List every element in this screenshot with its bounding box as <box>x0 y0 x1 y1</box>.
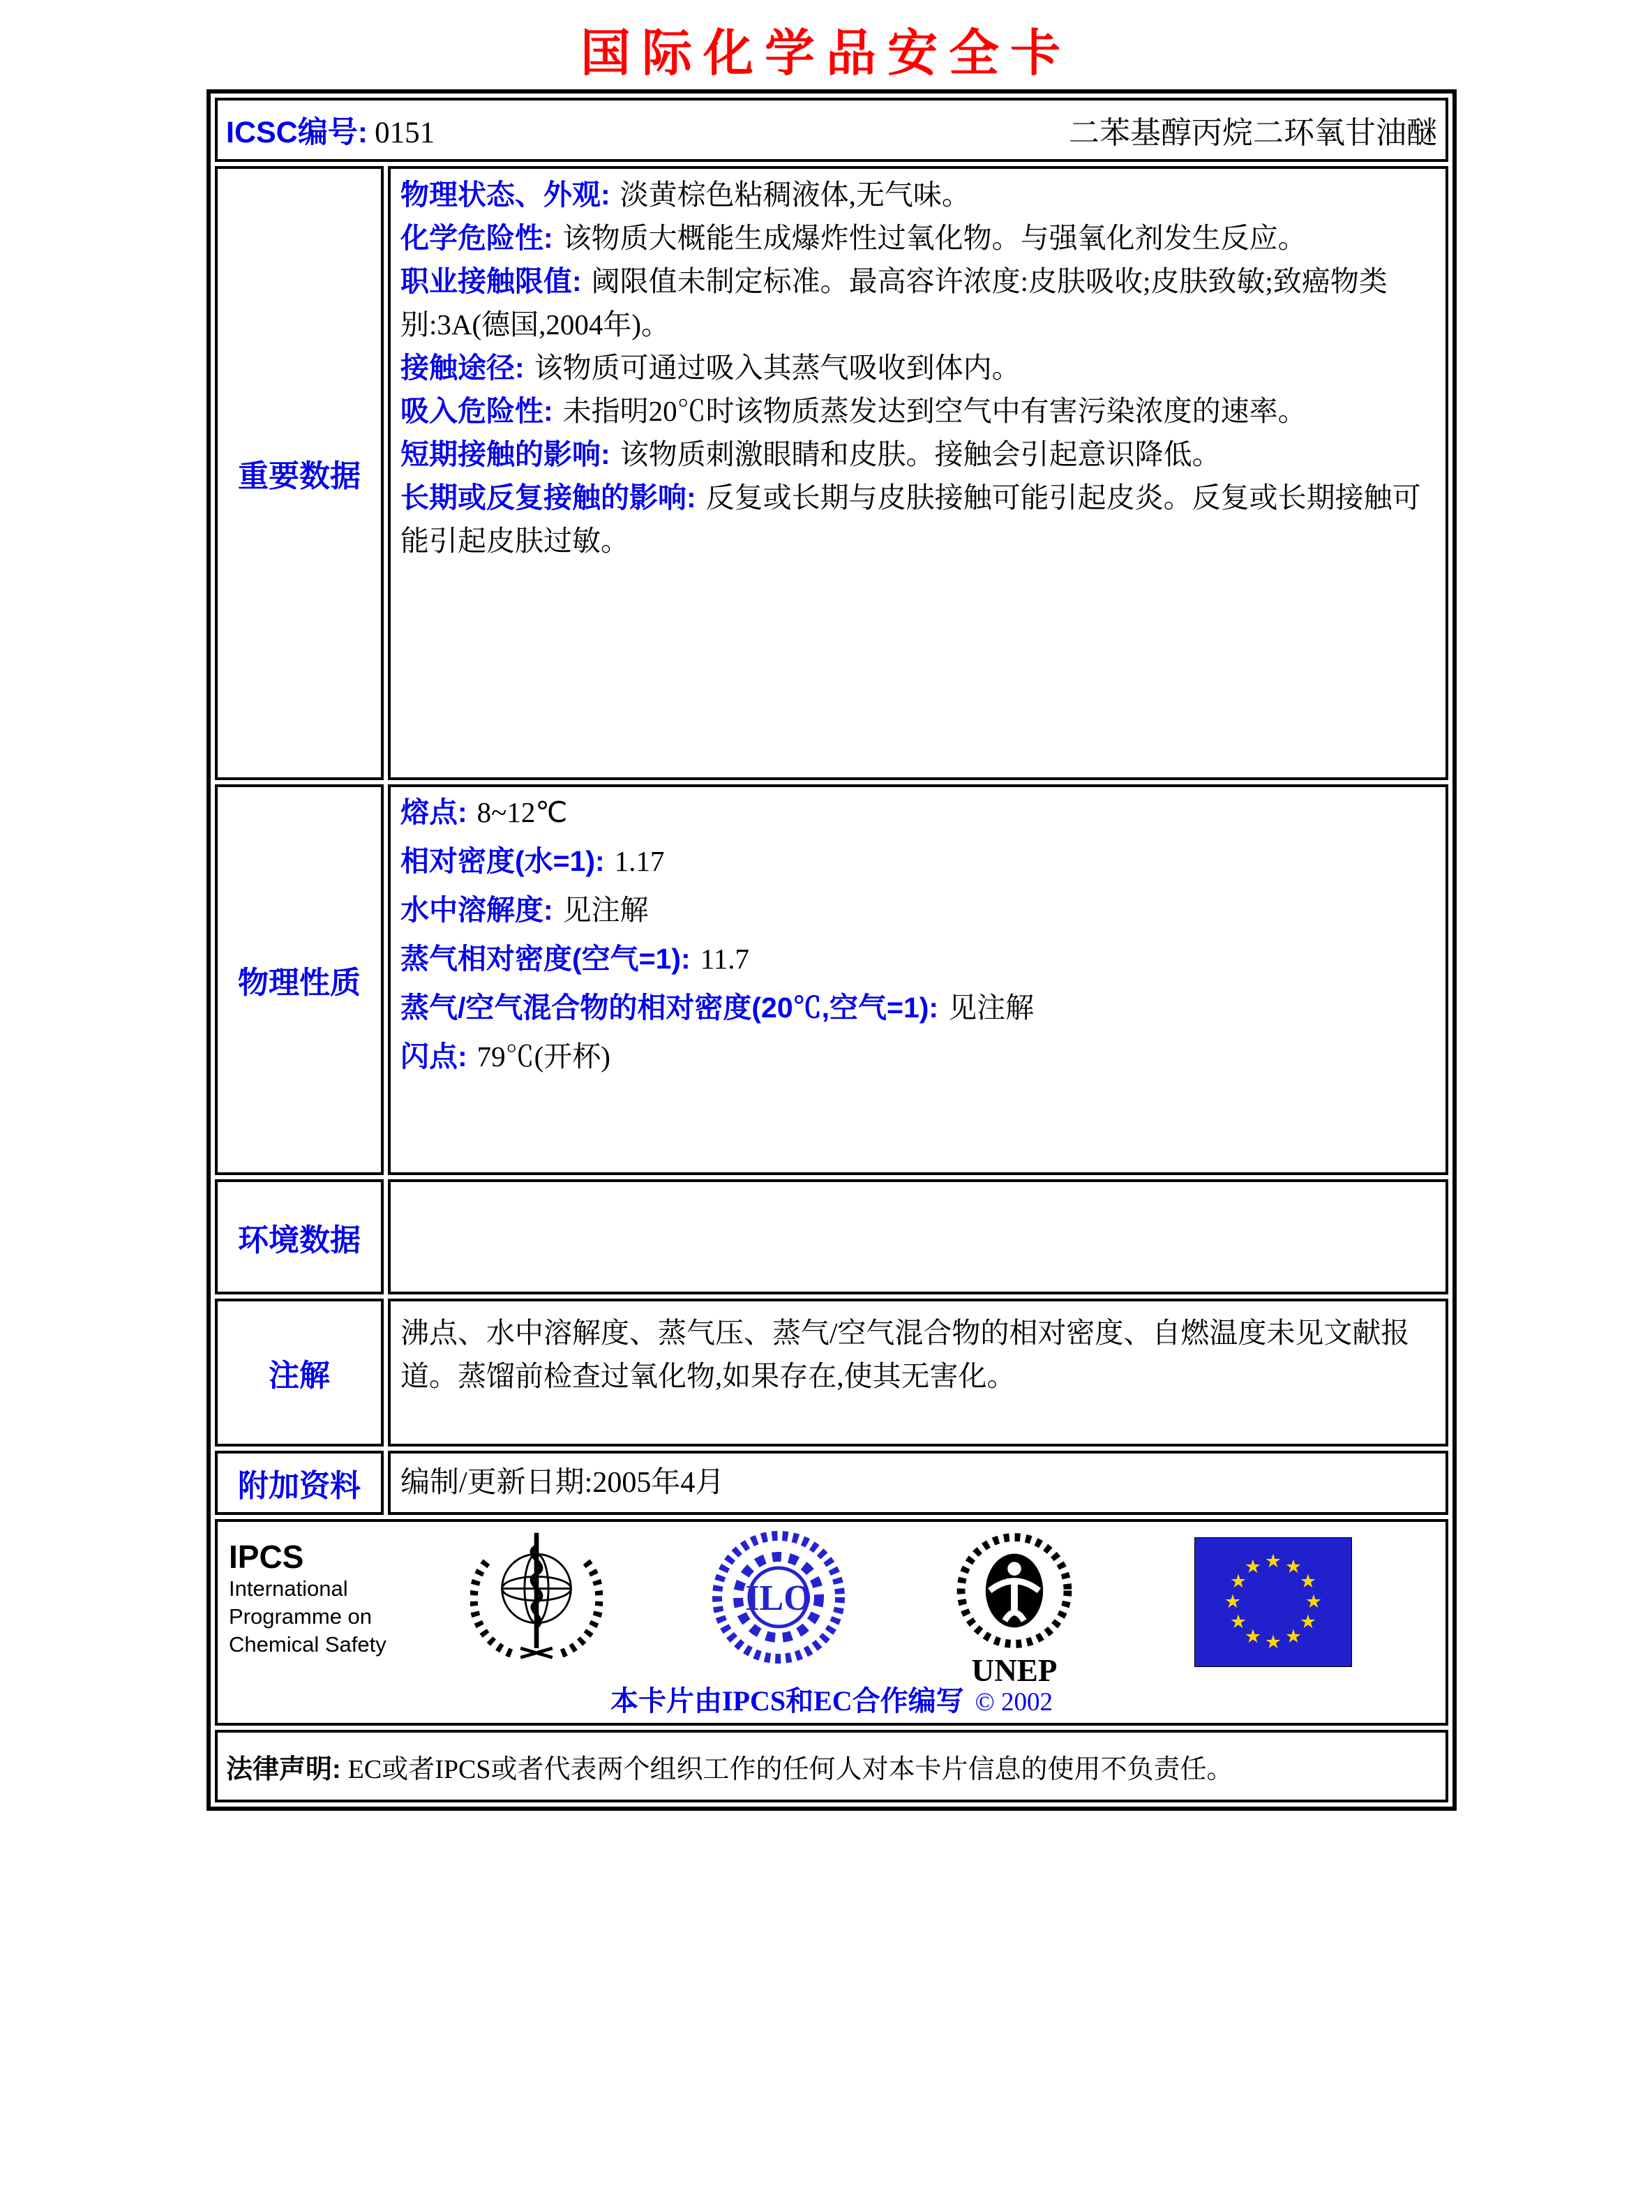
svg-text:★: ★ <box>1264 1631 1282 1653</box>
credit-line <box>218 1679 1446 1719</box>
important-data-content <box>388 166 1448 780</box>
physical-properties-content <box>388 784 1448 1175</box>
environmental-data-content <box>388 1179 1448 1294</box>
chemical-name: 二苯基醇丙烷二环氧甘油醚 <box>1069 116 1437 150</box>
svg-text:★: ★ <box>1305 1591 1323 1613</box>
svg-text:★: ★ <box>1244 1556 1262 1578</box>
notes-row-label: 注解 <box>215 1299 384 1447</box>
ilo-logo-text: ILO <box>745 1578 812 1618</box>
environmental-data-row-label: 环境数据 <box>215 1179 384 1294</box>
icsc-card-table <box>206 89 1457 1811</box>
legal-row <box>215 1730 1448 1802</box>
svg-text:★: ★ <box>1299 1611 1317 1633</box>
unep-logo-text: UNEP <box>971 1652 1058 1688</box>
logos-row <box>215 1519 1448 1726</box>
header-row <box>215 98 1448 162</box>
additional-info-row <box>215 1451 1448 1515</box>
legal-label: 法律声明: <box>226 1754 341 1784</box>
svg-text:★: ★ <box>1284 1556 1302 1578</box>
ilo-logo-icon <box>709 1527 848 1667</box>
who-logo-icon <box>470 1527 603 1664</box>
credit-text: 本卡片由IPCS和EC合作编写 <box>610 1685 964 1717</box>
legal-text: EC或者IPCS或者代表两个组织工作的任何人对本卡片信息的使用不负责任。 <box>347 1754 1233 1784</box>
field-water-solubility: 水中溶解度: 见注解 <box>400 894 649 926</box>
svg-text:★: ★ <box>1244 1626 1262 1647</box>
physical-properties-row-label: 物理性质 <box>215 784 384 1175</box>
field-chemical-danger: 化学危险性: 该物质大概能生成爆炸性过氧化物。与强氧化剂发生反应。 <box>400 222 1307 254</box>
field-long-term-effects: 长期或反复接触的影响: 反复或长期与皮肤接触可能引起皮炎。反复或长期接触可能引起皮肤过敏。 <box>400 481 1421 557</box>
ipcs-text-block: IPCS International Programme on Chemical Safety <box>229 1527 410 1659</box>
important-data-row-label: 重要数据 <box>215 166 384 780</box>
field-physical-state: 物理状态、外观: 淡黄棕色粘稠液体,无气味。 <box>400 179 970 211</box>
eu-flag-icon <box>1194 1537 1352 1667</box>
svg-text:★: ★ <box>1229 1571 1247 1592</box>
important-data-row <box>215 166 1448 780</box>
svg-text:★: ★ <box>1284 1626 1302 1647</box>
svg-text:★: ★ <box>1264 1550 1282 1572</box>
field-flash-point: 闪点: 79℃(开杯) <box>400 1040 610 1073</box>
field-vapor-density: 蒸气相对密度(空气=1): 11.7 <box>400 943 749 975</box>
svg-text:★: ★ <box>1299 1571 1317 1592</box>
icsc-number-label: ICSC编号: <box>226 115 368 149</box>
additional-info-content: 编制/更新日期:2005年4月 <box>388 1451 1448 1515</box>
unep-logo-icon <box>946 1527 1083 1688</box>
field-short-term-effects: 短期接触的影响: 该物质刺激眼睛和皮肤。接触会引起意识降低。 <box>400 438 1221 470</box>
field-inhalation-risk: 吸入危险性: 未指明20℃时该物质蒸发达到空气中有害污染浓度的速率。 <box>400 395 1307 427</box>
field-relative-density: 相对密度(水=1): 1.17 <box>400 845 665 877</box>
physical-properties-row <box>215 784 1448 1175</box>
ipcs-acronym: IPCS <box>229 1539 304 1575</box>
field-occupational-limits: 职业接触限值: 阈限值未制定标准。最高容许浓度:皮肤吸收;皮肤致敏;致癌物类别:3A(德国,2004年)。 <box>400 265 1388 341</box>
svg-text:★: ★ <box>1224 1591 1242 1613</box>
svg-text:★: ★ <box>1229 1611 1247 1633</box>
field-exposure-routes: 接触途径: 该物质可通过吸入其蒸气吸收到体内。 <box>400 352 1021 384</box>
notes-content: 沸点、水中溶解度、蒸气压、蒸气/空气混合物的相对密度、自燃温度未见文献报道。蒸馏前检查过氧化物,如果存在,使其无害化。 <box>388 1299 1448 1447</box>
icsc-number-value: 0151 <box>375 116 435 149</box>
notes-row <box>215 1299 1448 1447</box>
field-vapor-air-density: 蒸气/空气混合物的相对密度(20℃,空气=1): 见注解 <box>400 992 1035 1024</box>
environmental-data-row <box>215 1179 1448 1294</box>
copyright-text: © 2002 <box>975 1688 1053 1717</box>
field-melting-point: 熔点: 8~12℃ <box>400 796 568 828</box>
additional-info-row-label: 附加资料 <box>215 1451 384 1515</box>
icsc-number-group <box>226 109 435 151</box>
page-title: 国际化学品安全卡 <box>580 26 1072 82</box>
